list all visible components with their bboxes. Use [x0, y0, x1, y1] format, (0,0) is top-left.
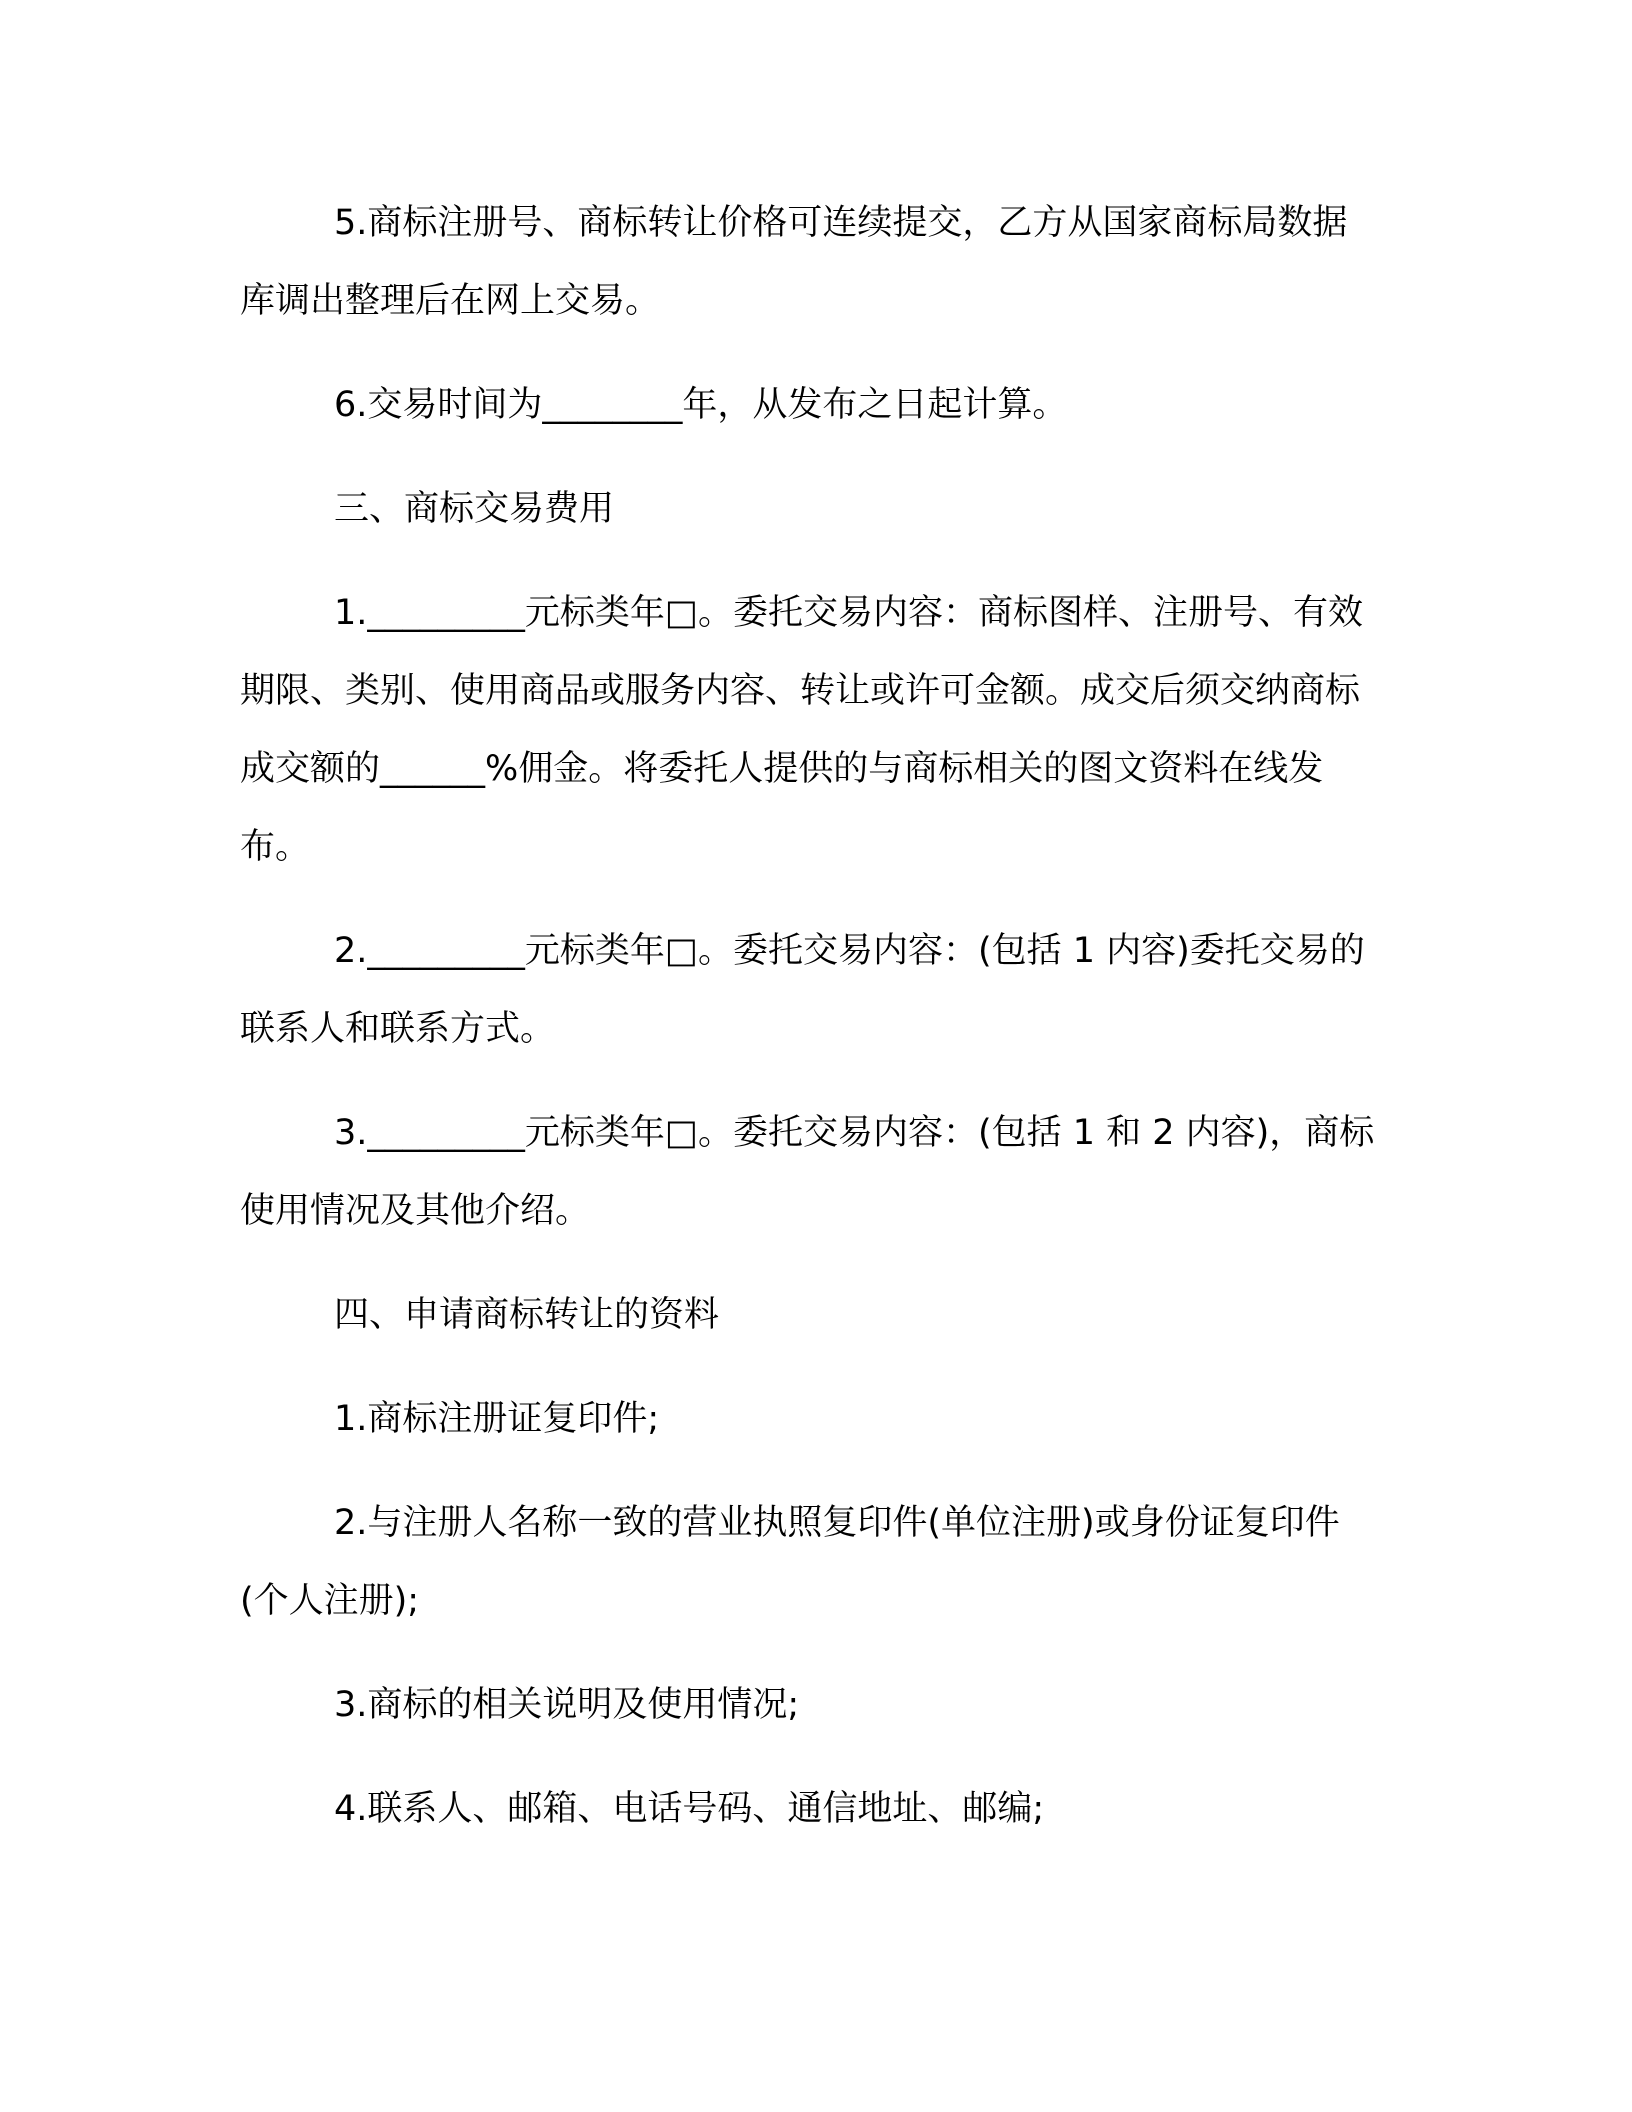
- clause-5-submission: 5.商标注册号、商标转让价格可连续提交，乙方从国家商标局数据库调出整理后在网上交易。: [240, 203, 1348, 321]
- clause-6-trading-time: 6.交易时间为________年，从发布之日起计算。: [334, 385, 1068, 425]
- section-heading-fees: 三、商标交易费用: [334, 489, 615, 529]
- material-item-2: 2.与注册人名称一致的营业执照复印件(单位注册)或身份证复印件(个人注册);: [240, 1503, 1340, 1621]
- fee-item-1: 1._________元标类年□。委托交易内容：商标图样、注册号、有效期限、类别、使用商品或服务内容、转让或许可金额。成交后须交纳商标成交额的______%佣金。将委托人提供的与商标相关的图文资料在线发布。: [240, 593, 1363, 867]
- fee-item-2: 2._________元标类年□。委托交易内容：(包括 1 内容)委托交易的联系人和联系方式。: [240, 931, 1365, 1049]
- fee-item-3: 3._________元标类年□。委托交易内容：(包括 1 和 2 内容)，商标使用情况及其他介绍。: [240, 1113, 1375, 1231]
- section-heading-materials: 四、申请商标转让的资料: [334, 1295, 720, 1335]
- material-item-3: 3.商标的相关说明及使用情况;: [334, 1685, 800, 1725]
- material-item-4: 4.联系人、邮箱、电话号码、通信地址、邮编;: [334, 1789, 1045, 1829]
- document-body: [240, 184, 1380, 1874]
- material-item-1: 1.商标注册证复印件;: [334, 1399, 660, 1439]
